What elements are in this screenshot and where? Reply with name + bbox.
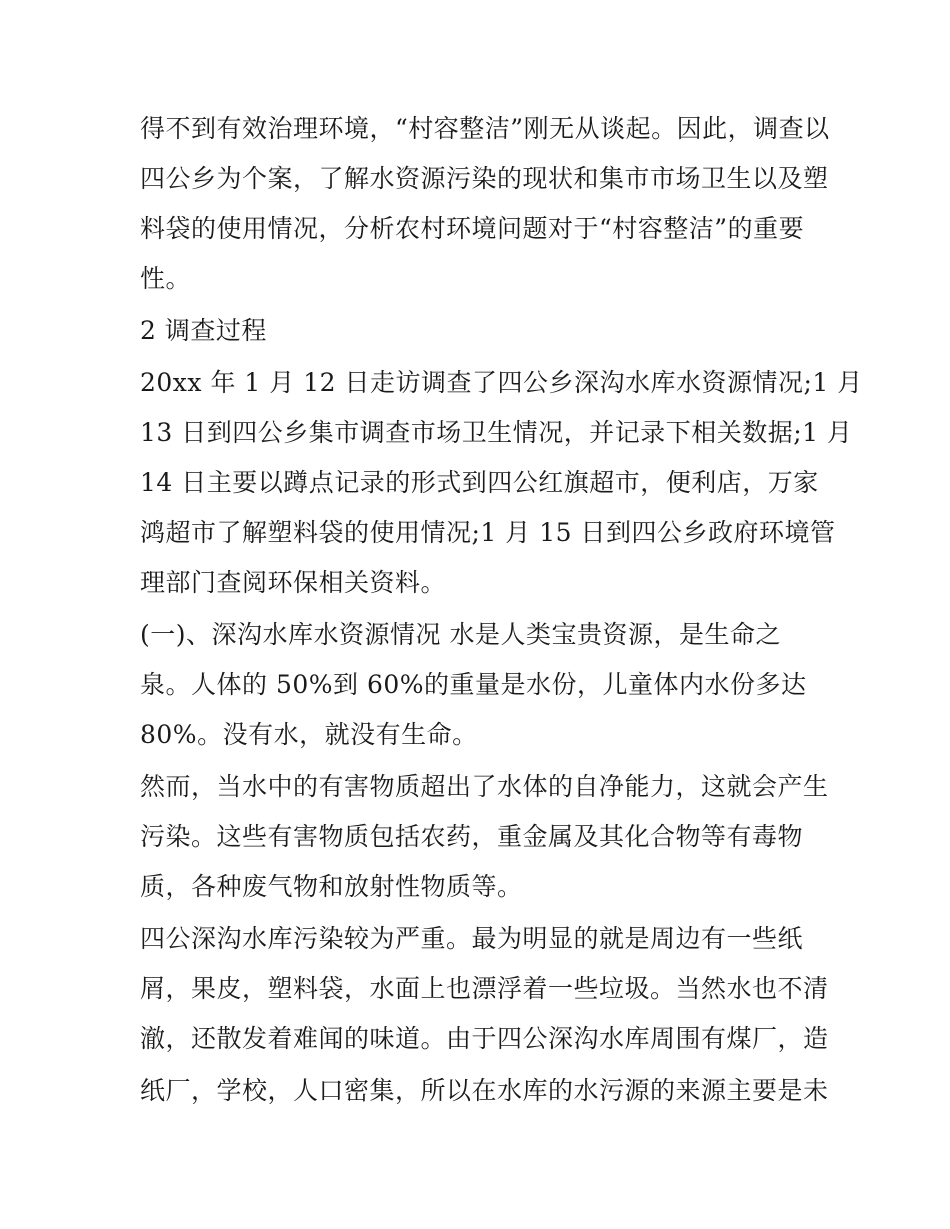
text-line: 泉。人体的 50%到 60%的重量是水份，儿童体内水份多达 — [140, 670, 807, 699]
text-line: 20xx 年 1 月 12 日走访调查了四公乡深沟水库水资源情况;1 月 — [140, 368, 863, 397]
text-line: 14 日主要以蹲点记录的形式到四公红旗超市，便利店，万家 — [140, 468, 819, 497]
text-line: 质，各种废气物和放射性物质等。 — [140, 872, 523, 901]
text-line: 得不到有效治理环境，“村容整洁”刚无从谈起。因此，调查以 — [140, 114, 830, 143]
text-line: (一)、深沟水库水资源情况 水是人类宝贵资源，是生命之 — [140, 620, 781, 649]
text-line: 性。 — [140, 264, 192, 293]
text-line: 四公乡为个案，了解水资源污染的现状和集市市场卫生以及塑 — [140, 164, 829, 193]
text-line: 污染。这些有害物质包括农药，重金属及其化合物等有毒物 — [140, 822, 804, 851]
text-line: 然而，当水中的有害物质超出了水体的自净能力，这就会产生 — [140, 772, 829, 801]
text-line: 13 日到四公乡集市调查市场卫生情况，并记录下相关数据;1 月 — [140, 418, 853, 447]
text-line: 理部门查阅环保相关资料。 — [140, 568, 447, 597]
text-line: 料袋的使用情况，分析农村环境问题对于“村容整洁”的重要 — [140, 214, 805, 243]
text-line: 屑，果皮，塑料袋，水面上也漂浮着一些垃圾。当然水也不清 — [140, 974, 829, 1003]
section-heading: 2 调查过程 — [140, 316, 267, 345]
text-line: 澈，还散发着难闻的味道。由于四公深沟水库周围有煤厂，造 — [140, 1024, 829, 1053]
text-line: 鸿超市了解塑料袋的使用情况;1 月 15 日到四公乡政府环境管 — [140, 518, 836, 547]
text-line: 80%。没有水，就没有生命。 — [140, 720, 478, 749]
text-line: 四公深沟水库污染较为严重。最为明显的就是周边有一些纸 — [140, 924, 804, 953]
text-line: 纸厂，学校，人口密集，所以在水库的水污源的来源主要是未 — [140, 1076, 829, 1105]
